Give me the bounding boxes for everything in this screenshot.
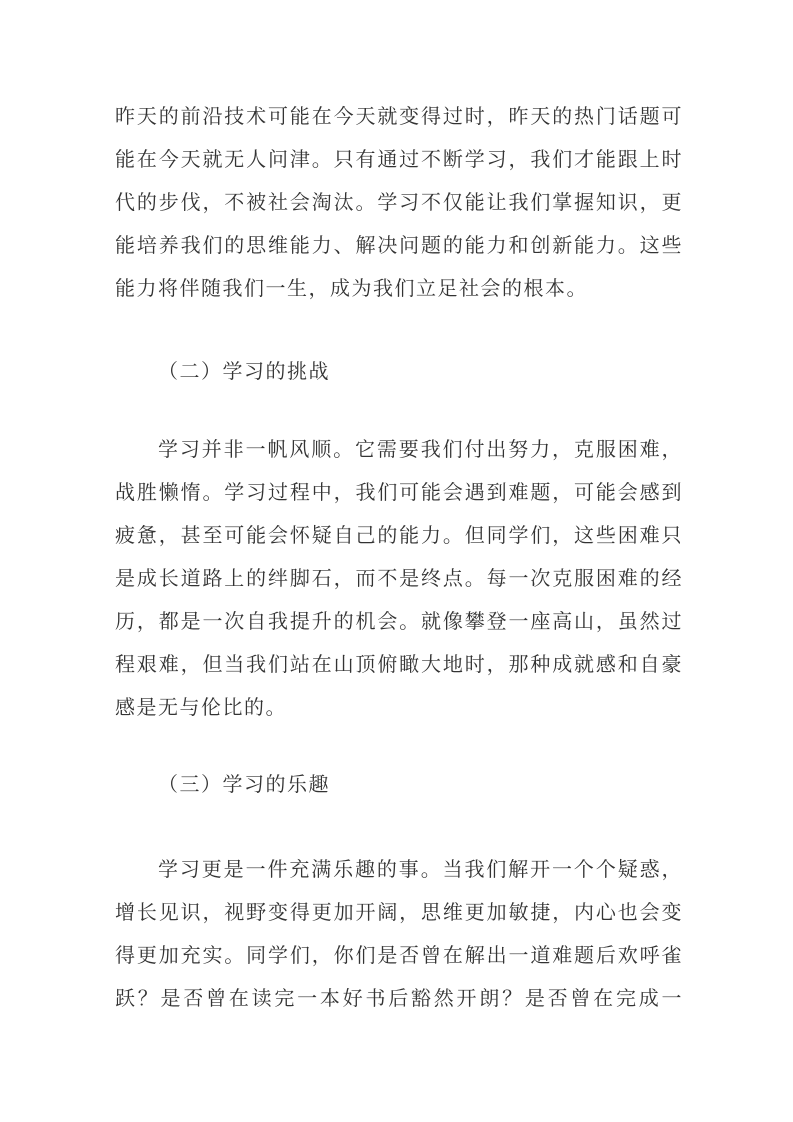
text-line: 感是无与伦比的。 [115, 697, 287, 719]
paragraph-challenge [115, 429, 683, 730]
text-line: 增长见识，视野变得更加开阔，思维更加敏捷，内心也会变 [115, 902, 683, 924]
text-line: 学习并非一帆风顺。它需要我们付出努力，克服困难， [158, 439, 683, 461]
section-heading-3 [115, 764, 683, 807]
text-line: 得更加充实。同学们，你们是否曾在解出一道难题后欢呼雀 [115, 945, 683, 967]
paragraph-continuation [115, 96, 683, 311]
text-line: 跃？是否曾在读完一本好书后豁然开朗？是否曾在完成一 [115, 988, 683, 1010]
text-line: 历，都是一次自我提升的机会。就像攀登一座高山，虽然过 [115, 611, 683, 633]
text-line: 疲惫，甚至可能会怀疑自己的能力。但同学们，这些困难只 [115, 525, 683, 547]
text-line: 昨天的前沿技术可能在今天就变得过时，昨天的热门话题可 [115, 106, 683, 128]
text-line: 能在今天就无人问津。只有通过不断学习，我们才能跟上时 [115, 149, 683, 171]
text-line: 学习更是一件充满乐趣的事。当我们解开一个个疑惑， [158, 859, 683, 881]
text-line: 战胜懒惰。学习过程中，我们可能会遇到难题，可能会感到 [115, 482, 683, 504]
text-line: 是成长道路上的绊脚石，而不是终点。每一次克服困难的经 [115, 568, 683, 590]
text-line: 能培养我们的思维能力、解决问题的能力和创新能力。这些 [115, 235, 683, 257]
text-line: 程艰难，但当我们站在山顶俯瞰大地时，那种成就感和自豪 [115, 654, 683, 676]
section-heading-2 [115, 351, 683, 394]
text-line: 代的步伐，不被社会淘汰。学习不仅能让我们掌握知识，更 [115, 192, 683, 214]
document-content [115, 96, 683, 1021]
section-heading-text: （二）学习的挑战 [158, 361, 330, 383]
text-line: 能力将伴随我们一生，成为我们立足社会的根本。 [115, 278, 588, 300]
paragraph-joy [115, 849, 683, 1021]
section-heading-text: （三）学习的乐趣 [158, 774, 330, 796]
